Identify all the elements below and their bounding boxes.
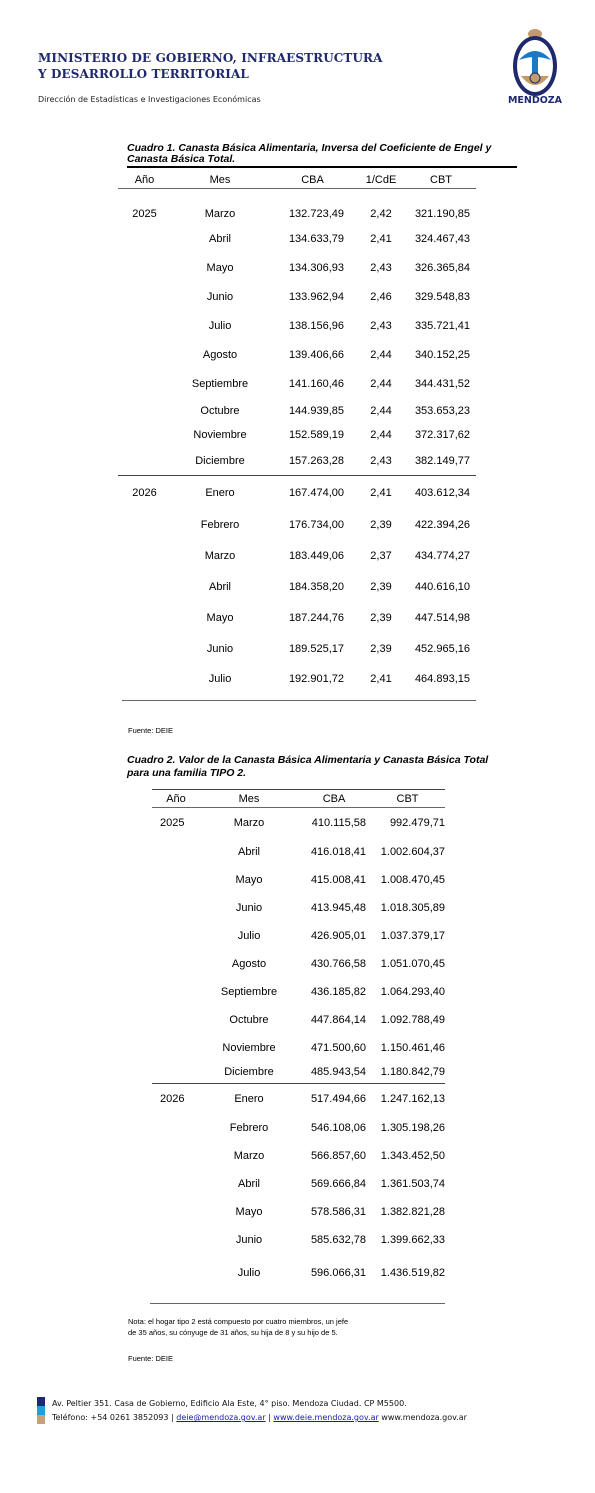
table-row [118,423,476,447]
footer-phone: Teléfono: +54 0261 3852093 | [52,1413,177,1422]
table-row [152,1114,445,1142]
table-cell: 2,44 [370,428,392,441]
table-cell: Octubre [229,1013,269,1026]
table-cell: 2,39 [370,612,392,624]
table-cell: Julio [208,672,232,685]
table-cell: 415.008,41 [310,873,366,886]
table-cell: 1.247.162,13 [370,1084,445,1114]
table-cell: Septiembre [220,985,278,998]
table-cell: 192.901,72 [288,672,344,685]
table-cell: 184.358,20 [288,581,344,593]
table-cell: Julio [237,929,261,942]
table-cell: Mayo [235,1205,263,1218]
table-row [118,341,476,370]
table-cell: 326.365,84 [414,262,470,274]
cuadro1-bottom-rule [122,700,476,701]
table-cell: Junio [206,642,234,655]
table-cell: 1.018.305,89 [380,901,445,914]
table-cell: Agosto [202,349,238,361]
table-cell [118,312,171,341]
table-cell: 546.108,06 [310,1121,366,1134]
table-cell [118,225,171,254]
table-cell: 517.494,66 [298,1084,370,1114]
table-row [118,283,476,312]
cuadro2-body [152,808,445,1292]
table-row [118,664,476,694]
table-cell: 434.774,27 [414,550,470,562]
table-cell [118,254,171,283]
footer-mendoza-web: www.mendoza.gov.ar [378,1413,467,1422]
table-cell: 1.150.461,46 [380,1041,445,1054]
table-cell: 2,41 [370,233,392,245]
footer-email-link[interactable]: deie@mendoza.gov.ar [176,1413,266,1422]
table-cell: 426.905,01 [310,929,366,942]
table-cell: Enero [200,1084,298,1114]
footer-deie-web-link[interactable]: www.deie.mendoza.gov.ar [273,1413,379,1422]
table-cell: 344.431,52 [414,378,470,390]
table-spacer [118,189,476,203]
col-header: CBA [269,171,356,189]
table-cell: 139.406,66 [288,349,344,361]
table-row [152,1254,445,1292]
table-cell [152,894,200,922]
footer-separator: | [265,1413,274,1422]
table-cell: 440.616,10 [414,581,470,593]
col-header: 1/CdE [356,171,406,189]
logo-text: MENDOZA [507,95,563,106]
footer-bar-navy [37,1397,45,1406]
footer-bar-cyan [37,1406,45,1415]
table-cell: 447.514,98 [414,612,470,624]
table-cell: Marzo [233,816,265,829]
table-cell: 144.939,85 [288,404,344,417]
table-cell: 138.156,96 [288,320,344,332]
table-cell [152,1114,200,1142]
table-cell: 133.962,94 [288,291,344,303]
table-cell: 596.066,31 [310,1266,366,1279]
cuadro2-bottom-rule [150,1303,445,1304]
table-row [152,1226,445,1254]
table-cell: Febrero [229,1121,269,1134]
table-cell: Diciembre [224,1066,274,1079]
table-cell: 485.943,54 [310,1066,366,1079]
col-header: CBT [406,171,476,189]
table-row [118,399,476,423]
table-row [152,950,445,978]
col-header: Año [118,171,171,189]
table-cell: 1.064.293,40 [380,985,445,998]
table-row [118,541,476,572]
table-cell: Noviembre [222,1041,276,1054]
table-cell: 2,41 [356,476,406,510]
table-cell [152,950,200,978]
table-cell [152,1170,200,1198]
table-row [152,1170,445,1198]
table-cell: 1.008.470,45 [380,873,445,886]
table-cell [152,1062,200,1084]
table-cell: 324.467,43 [414,233,470,245]
footer-bar-tan [37,1415,45,1424]
table-cell: 2,37 [370,550,392,562]
table-cell: 2,39 [370,519,392,531]
table-cell: 353.653,23 [414,404,470,417]
table-cell: 134.306,93 [288,262,344,274]
table-cell: 422.394,26 [414,519,470,531]
table-cell: 2,43 [370,320,392,332]
table-row [152,1084,445,1114]
table-cell: 578.586,31 [310,1205,366,1218]
table-cell: 585.632,78 [310,1233,366,1246]
cuadro2-source: Fuente: DEIE [128,1354,174,1363]
table-cell: 321.190,85 [414,207,470,220]
table-cell [152,866,200,894]
col-header: Mes [171,171,269,189]
table-cell: 372.317,62 [414,428,470,441]
table-row [152,1142,445,1170]
table-cell: 1.180.842,79 [380,1066,445,1079]
table-cell: 1.037.379,17 [380,929,445,942]
table-cell: Septiembre [191,378,249,390]
table-cell: 2026 [152,1084,200,1114]
table-cell [118,541,171,572]
col-header: CBT [370,790,445,808]
table-cell [152,1006,200,1034]
table-row [152,978,445,1006]
table-cell: 471.500,60 [310,1041,366,1054]
ministry-title-line1: MINISTERIO DE GOBIERNO, INFRAESTRUCTURA [38,51,383,65]
table-row [152,838,445,866]
table-cell: Mayo [206,262,234,274]
cuadro2-table [152,789,445,1292]
table-cell: Enero [171,476,269,510]
table-cell: 2025 [132,207,157,220]
table-row [118,510,476,541]
table-cell: Mayo [235,873,263,886]
cuadro2-caption [127,754,527,780]
cuadro1-caption: Cuadro 1. Canasta Básica Alimentaria, Inversa del Coeficiente de Engel y Canasta Básica Total. [127,143,517,168]
table-cell: 992.479,71 [389,816,445,829]
table-cell: 1.092.788,49 [380,1013,445,1026]
table-cell: 1.343.452,50 [380,1149,445,1162]
table-cell: 2,39 [370,642,392,655]
table-cell: 132.723,49 [288,207,344,220]
table-cell: 141.160,46 [288,378,344,390]
table-cell [118,634,171,664]
table-cell: 2,39 [370,581,392,593]
table-row [118,634,476,664]
table-row [118,312,476,341]
table-cell [118,664,171,694]
table-cell: Junio [206,291,234,303]
table-cell: Abril [237,845,260,858]
table-row [152,922,445,950]
table-cell: 382.149,77 [414,454,470,467]
table-cell [118,423,171,447]
table-cell: 452.965,16 [414,642,470,655]
table-cell: Agosto [231,957,267,970]
table-cell: 134.633,79 [288,233,344,245]
table-cell: 430.766,58 [310,957,366,970]
table-row [152,1198,445,1226]
table-cell [152,1198,200,1226]
table-cell: Junio [235,1233,263,1246]
table-cell: 2,43 [370,262,392,274]
table-cell: 566.857,60 [310,1149,366,1162]
table-row [118,447,476,476]
cuadro2-note-line2: de 35 años, su cónyuge de 31 años, su hija de 8 y su hijo de 5. [128,1328,338,1337]
table-row [152,808,445,838]
table-cell: 167.474,00 [269,476,356,510]
table-cell: 436.185,82 [310,985,366,998]
table-cell: 2,43 [370,454,392,467]
cuadro2-note-line1: Nota: el hogar tipo 2 está compuesto por cuatro miembros, un jefe [128,1317,349,1326]
table-row [118,476,476,510]
table-cell: 335.721,41 [414,320,470,332]
table-cell: Febrero [200,519,240,531]
cuadro1-table [118,171,476,694]
table-cell: 2,44 [370,378,392,390]
table-cell: 464.893,15 [414,672,470,685]
table-cell [152,978,200,1006]
table-cell: 329.548,83 [414,291,470,303]
table-cell: 413.945,48 [310,901,366,914]
table-cell: Marzo [204,550,236,562]
table-cell: 1.305.198,26 [380,1121,445,1134]
footer-contact-line [52,1411,467,1425]
table-cell [118,283,171,312]
table-cell: Julio [237,1266,261,1279]
table-cell [118,572,171,603]
table-row [152,866,445,894]
table-cell [118,603,171,634]
table-cell: Abril [237,1177,260,1190]
table-cell [152,1226,200,1254]
table-cell: 410.115,58 [311,816,366,829]
table-row [118,225,476,254]
table-cell: 569.666,84 [310,1177,366,1190]
table-cell: 447.864,14 [310,1013,366,1026]
table-cell: Mayo [206,612,234,624]
cuadro1-body [118,189,476,694]
table-cell [152,838,200,866]
table-cell: 176.734,00 [288,519,344,531]
cuadro2-caption-line1: Cuadro 2. Valor de la Canasta Básica Alimentaria y Canasta Básica Total [127,754,489,766]
table-row [118,603,476,634]
table-cell: Abril [208,233,231,245]
table-row [118,370,476,399]
table-cell: Junio [235,901,263,914]
table-row [118,203,476,225]
table-cell: 1.051.070,45 [380,957,445,970]
table-cell: Abril [208,581,231,593]
table-cell: 2,46 [370,291,392,303]
col-header: CBA [298,790,370,808]
table-cell: 403.612,34 [406,476,476,510]
table-cell [152,1142,200,1170]
table-cell: 152.589,19 [288,428,344,441]
table-cell: 157.263,28 [288,454,344,467]
table-cell: Octubre [200,404,240,417]
table-cell [152,1254,200,1292]
table-cell: 2025 [160,816,185,829]
table-row [118,572,476,603]
table-cell: 1.361.503,74 [380,1177,445,1190]
table-cell: 1.002.604,37 [380,845,445,858]
table-row [152,1062,445,1084]
footer-color-bars [37,1397,45,1424]
table-cell: 2,44 [370,404,392,417]
table-cell: 1.399.662,33 [380,1233,445,1246]
table-cell: 1.382.821,28 [380,1205,445,1218]
table-cell [152,922,200,950]
cuadro2-note [128,1316,348,1338]
table-cell [118,341,171,370]
table-cell [118,399,171,423]
table-cell: 183.449,06 [288,550,344,562]
direccion-subtitle: Dirección de Estadísticas e Investigaciones Económicas [38,95,261,104]
table-cell: 2,44 [370,349,392,361]
footer-contact [52,1397,467,1425]
table-cell: 1.436.519,82 [380,1266,445,1279]
cuadro2-caption-line2: para una familia TIPO 2. [127,767,247,779]
ministry-title-line2: Y DESARROLLO TERRITORIAL [38,67,249,81]
table-cell: 340.152,25 [414,349,470,361]
table-cell: 416.018,41 [310,845,366,858]
table-cell [118,510,171,541]
table-cell: 187.244,76 [288,612,344,624]
footer-address: Av. Peltier 351. Casa de Gobierno, Edificio Ala Este, 4° piso. Mendoza Ciudad. CP M5500. [52,1399,407,1408]
table-cell [118,370,171,399]
col-header: Año [152,790,200,808]
col-header: Mes [200,790,298,808]
table-cell: 2,42 [370,207,392,220]
table-cell: Diciembre [195,454,245,467]
table-row [152,1006,445,1034]
table-cell: Marzo [204,207,236,220]
table-cell: 2026 [118,476,171,510]
table-row [152,1034,445,1062]
table-cell: 2,41 [370,672,392,685]
table-cell: Marzo [233,1149,265,1162]
table-cell: Julio [208,320,232,332]
table-cell [118,447,171,476]
table-cell: Noviembre [193,428,247,441]
cuadro1-source: Fuente: DEIE [128,726,174,735]
table-cell [152,1034,200,1062]
table-row [118,254,476,283]
table-row [152,894,445,922]
table-cell: 189.525,17 [288,642,344,655]
ministry-title [38,50,383,82]
